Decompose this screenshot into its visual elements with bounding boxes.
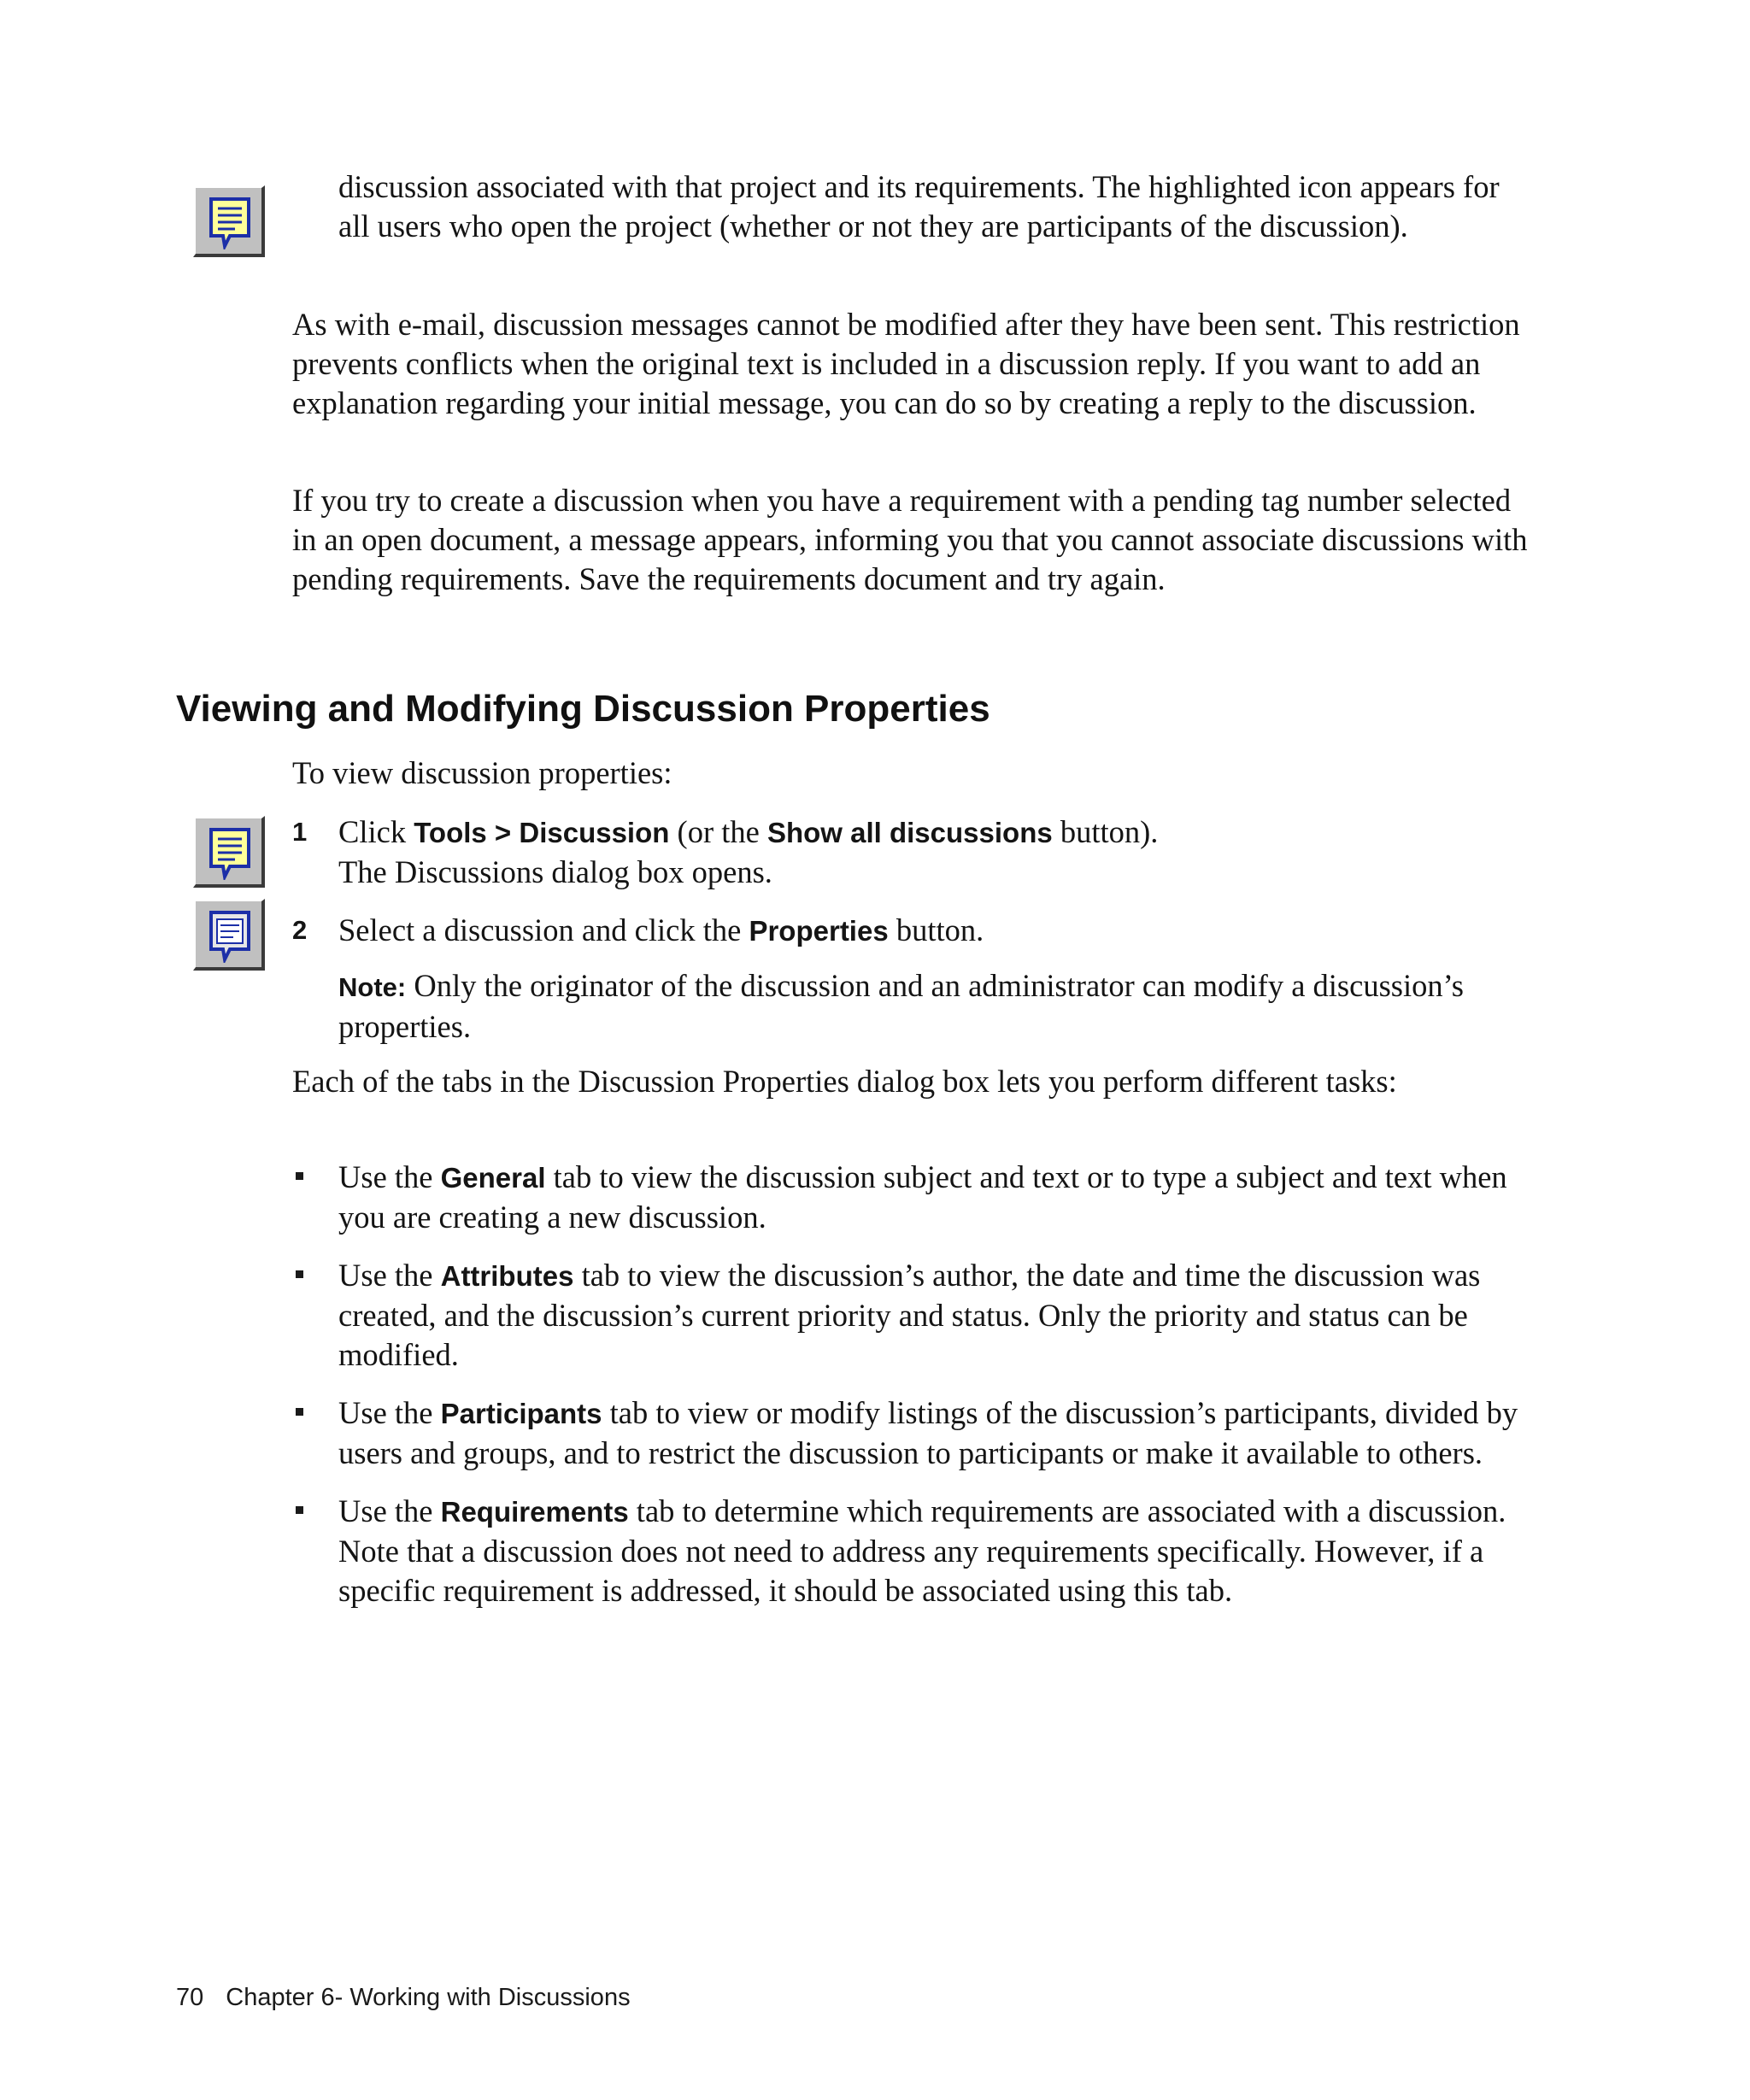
note-text: Only the originator of the discussion and an administrator can modify a discussion’s properties. (338, 968, 1464, 1044)
section-heading: Viewing and Modifying Discussion Properties (176, 688, 990, 730)
step-2 (292, 911, 1540, 1047)
pending-tag-paragraph: If you try to create a discussion when you have a requirement with a pending tag number selected in an open document, a message appears, informing you that you cannot associate discussions with pending requirements. Save the requirements document and try again. (292, 483, 1528, 596)
bullet-icon (296, 1408, 303, 1416)
note-label: Note: (338, 972, 407, 1002)
step-2-prefix: Select a discussion and click the (338, 912, 749, 947)
menu-path: Tools > Discussion (414, 817, 670, 848)
list-item-prefix: Use the (338, 1258, 441, 1293)
tab-name: Requirements (440, 1496, 629, 1528)
step-2-text (338, 911, 1540, 951)
tab-name: Participants (440, 1398, 602, 1429)
list-item-body: tab to view the discussion’s author, the date and time the discussion was created, and the discussion’s current priority and status. Only the priority and status can be modified. (338, 1258, 1481, 1372)
list-item (292, 1158, 1540, 1237)
show-all-discussions-icon (193, 816, 265, 888)
list-item-text (338, 1158, 1540, 1237)
list-item-body: tab to view the discussion subject and text or to type a subject and text when you are creating a new discussion. (338, 1159, 1507, 1235)
bullet-icon (296, 1506, 303, 1514)
page-footer (176, 1984, 631, 2012)
list-item-prefix: Use the (338, 1493, 441, 1528)
tab-name: General (440, 1162, 546, 1194)
page-number: 70 (176, 1984, 204, 2011)
tabs-intro-paragraph: Each of the tabs in the Discussion Properties dialog box lets you perform different tasks: (292, 1064, 1397, 1099)
step-number: 2 (292, 915, 308, 945)
discussion-highlighted-icon (193, 185, 265, 257)
step-number: 1 (292, 817, 308, 847)
list-item-text (338, 1492, 1540, 1610)
step-1-result: The Discussions dialog box opens. (338, 854, 772, 889)
list-item-body: tab to view or modify listings of the discussion’s participants, divided by users and groups, and to restrict the discussion to participants or make it available to others. (338, 1395, 1518, 1470)
list-item (292, 1492, 1540, 1610)
list-item-prefix: Use the (338, 1395, 441, 1430)
step-1-suffix: button). (1052, 814, 1159, 849)
step-1-prefix: Click (338, 814, 414, 849)
bullet-icon (296, 1172, 303, 1180)
button-name: Properties (749, 915, 889, 947)
chapter-title: Chapter 6- Working with Discussions (226, 1984, 631, 2011)
email-restriction-paragraph: As with e-mail, discussion messages cannot be modified after they have been sent. This restriction prevents conflicts when the original text is included in a discussion reply. If you want to add an explanation regarding your initial message, you can do so by creating a reply to the discussion. (292, 307, 1520, 420)
button-name: Show all discussions (766, 817, 1053, 848)
step-1-middle: (or the (669, 814, 767, 849)
list-item-text (338, 1393, 1540, 1473)
step-1 (292, 812, 1540, 892)
list-item (292, 1393, 1540, 1473)
continuation-paragraph: discussion associated with that project and its requirements. The highlighted icon appears for all users who open the project (whether or not they are participants of the discussion). (338, 169, 1500, 243)
discussion-properties-icon (193, 899, 265, 971)
intro-paragraph: To view discussion properties: (292, 755, 672, 790)
step-2-suffix: button. (888, 912, 984, 947)
list-item-text (338, 1256, 1540, 1375)
note (338, 966, 1540, 1047)
step-1-text (338, 812, 1540, 853)
tabs-bullet-list (292, 1158, 1540, 1629)
bullet-icon (296, 1270, 303, 1278)
steps-list (292, 812, 1540, 1047)
list-item-prefix: Use the (338, 1159, 441, 1194)
tab-name: Attributes (440, 1260, 574, 1292)
list-item (292, 1256, 1540, 1375)
list-item-body: tab to determine which requirements are associated with a discussion. Note that a discussion does not need to address any requirements specifically. However, if a specific requirement is addressed, it should be associated using this tab. (338, 1493, 1506, 1608)
